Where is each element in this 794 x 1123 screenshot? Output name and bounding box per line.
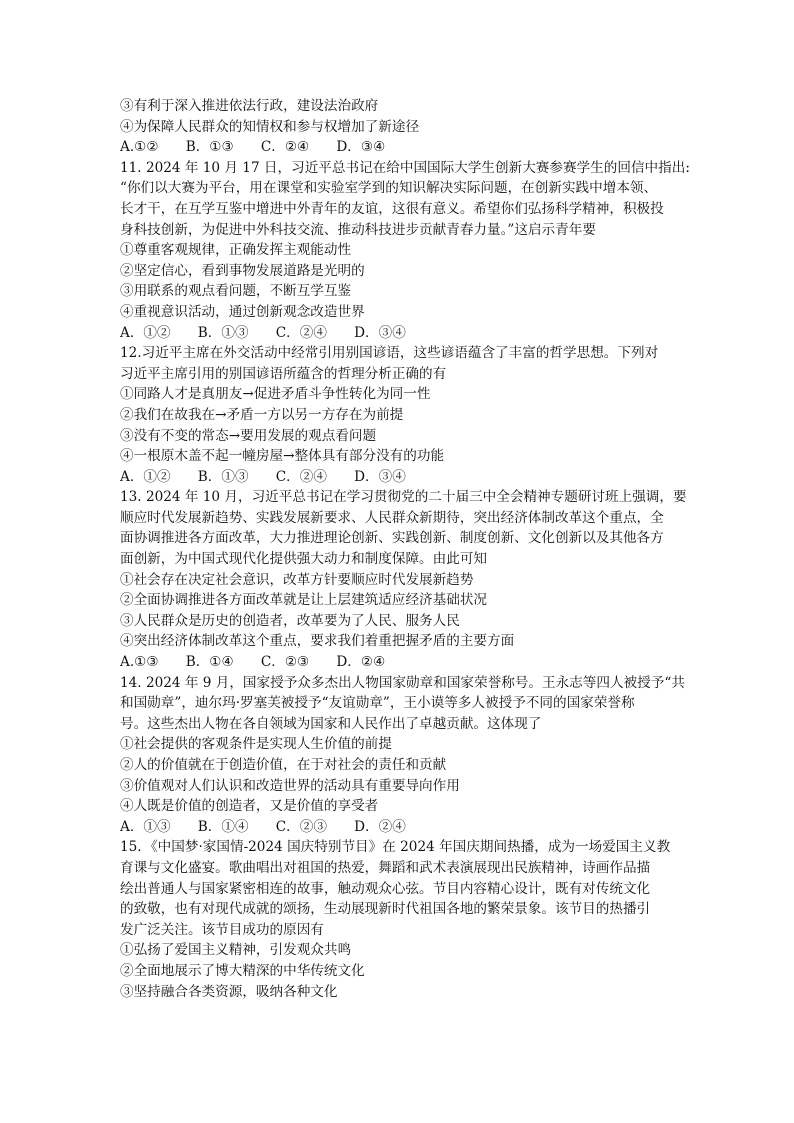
q15-stem: 育课与文化盛宴。歌曲唱出对祖国的热爱，舞蹈和武术表演展现出民族精神，诗画作品描 [120,859,651,876]
q13-answer-choices: A.①③ B．①④ C．②③ D．②④ [120,654,386,671]
q14-answer-choices: A．①③ B．①④ C．②③ D．②④ [120,818,406,835]
q11-stem: 11. 2024 年 10 月 17 日，习近平总书记在给中国国际大学生创新大赛参赛学生的回信中指出: [120,159,690,176]
q15-stem: 的致敬，也有对现代成就的颂扬，生动展现新时代祖国各地的繁荣景象。该节目的热播引 [120,901,651,918]
q12-option-2: ②我们在故我在→矛盾一方以另一方存在为前提 [120,406,404,423]
q11-answer-choices: A．①② B．①③ C．②④ D．③④ [120,324,406,341]
q11-stem: 身科技创新，为促进中外科技交流、推动科技进步贡献青春力量。”这启示青年要 [120,221,596,238]
q15-stem: 15．《中国梦·家国情-2024 国庆特别节目》在 2024 年国庆期间热播，成为一场爱国主义教 [120,839,671,856]
q15-option-1: ①弘扬了爱国主义精神，引发观众共鸣 [120,942,352,959]
q11-stem: “你们以大赛为平台，用在课堂和实验室学到的知识解决实际问题，在创新实践中增本领、 [120,180,658,197]
q11-option-4: ④重视意识活动，通过创新观念改造世界 [120,303,365,320]
q13-stem: 13. 2024 年 10 月，习近平总书记在学习贯彻党的二十届三中全会精神专题研讨班上强调，要 [120,489,687,506]
q13-option-3: ③人民群众是历史的创造者，改革要为了人民、服务人民 [120,612,460,629]
q11-option-2: ②坚定信心，看到事物发展道路是光明的 [120,262,365,279]
q10-option-4: ④为保障人民群众的知情权和参与权增加了新途径 [120,118,420,135]
q13-stem: 顺应时代发展新趋势、实践发展新要求、人民群众新期待，突出经济体制改革这个重点，全 [120,509,664,526]
q14-stem: 14. 2024 年 9 月，国家授予众多杰出人物国家勋章和国家荣誉称号。王永志等四人被授予“共 [120,674,685,691]
q15-stem: 发广泛关注。该节目成功的原因有 [120,921,324,938]
q10-option-3: ③有利于深入推进依法行政，建设法治政府 [120,98,379,114]
q14-option-1: ①社会提供的客观条件是实现人生价值的前提 [120,736,392,753]
q12-option-4: ④一根原木盖不起一幢房屋→整体具有部分没有的功能 [120,448,445,465]
q15-option-3: ③坚持融合各类资源，吸纳各种文化 [120,983,338,1000]
q12-stem: 12.习近平主席在外交活动中经常引用别国谚语，这些谚语蕴含了丰富的哲学思想。下列对 [120,345,659,362]
q12-answer-choices: A．①② B．①③ C．②④ D．③④ [120,468,406,485]
q14-option-3: ③价值观对人们认识和改造世界的活动具有重要导向作用 [120,777,460,794]
q10-answer-choices: A.①② B．①③ C．②④ D．③④ [120,139,386,156]
q11-stem: 长才干，在互学互鉴中增进中外青年的友谊，这很有意义。希望你们弘扬科学精神，积极投 [120,200,664,217]
q11-option-1: ①尊重客观规律，正确发挥主观能动性 [120,242,352,259]
q13-option-2: ②全面协调推进各方面改革就是让上层建筑适应经济基础状况 [120,592,488,609]
q15-stem: 绘出普通人与国家紧密相连的故事，触动观众心弦。节目内容精心设计，既有对传统文化 [120,880,651,897]
q13-option-1: ①社会存在决定社会意识，改革方针要顺应时代发展新趋势 [120,571,474,588]
q12-stem: 习近平主席引用的别国谚语所蕴含的哲理分析正确的有 [120,365,447,382]
q11-option-3: ③用联系的观点看问题，不断互学互鉴 [120,283,352,300]
q13-stem: 面协调推进各方面改革，大力推进理论创新、实践创新、制度创新、文化创新以及其他各方 [120,530,664,547]
q13-stem: 面创新，为中国式现代化提供强大动力和制度保障。由此可知 [120,551,488,568]
q15-option-2: ②全面地展示了博大精深的中华传统文化 [120,962,365,979]
q12-option-3: ③没有不变的常态→要用发展的观点看问题 [120,427,377,444]
q14-option-2: ②人的价值就在于创造价值，在于对社会的责任和贡献 [120,757,447,773]
q14-stem: 号。这些杰出人物在各自领域为国家和人民作出了卓越贡献。这体现了 [120,715,542,732]
q12-option-1: ①同路人才是真朋友→促进矛盾斗争性转化为同一性 [120,386,431,403]
q14-option-4: ④人既是价值的创造者，又是价值的享受者 [120,798,379,815]
q14-stem: 和国勋章”，迪尔玛·罗塞芙被授予“友谊勋章”，王小谟等多人被授予不同的国家荣誉称 [120,695,635,712]
q13-option-4: ④突出经济体制改革这个重点，要求我们着重把握矛盾的主要方面 [120,633,515,650]
